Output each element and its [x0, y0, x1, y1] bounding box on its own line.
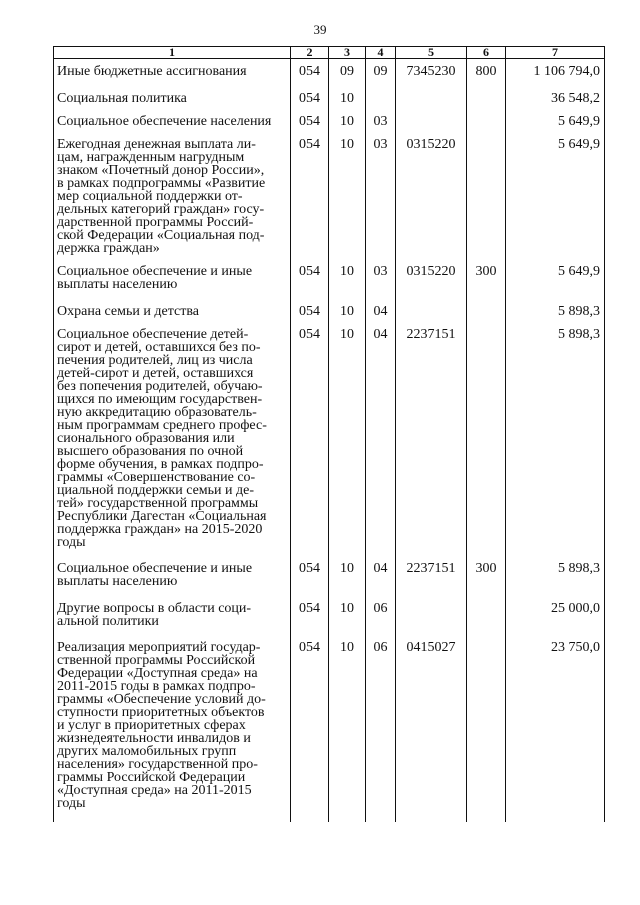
code-cell: 04 [366, 562, 396, 588]
code-cell [467, 305, 506, 318]
table-row [54, 138, 605, 255]
code-cell: 054 [291, 138, 329, 255]
item-name-cell [54, 65, 291, 78]
page-number: 39 [313, 22, 327, 37]
item-name-cell [54, 641, 291, 810]
item-name-cell [54, 92, 291, 105]
code-cell: 2237151 [396, 562, 467, 588]
table-body [54, 59, 605, 823]
item-name-cell [54, 328, 291, 549]
row-spacer [54, 78, 605, 92]
code-cell [467, 328, 506, 549]
code-cell [396, 92, 467, 105]
item-name: Ежегодная денежная выплата ли- цам, награжденным нагрудным знаком «Почетный донор России», в рамках подпрограммы «Развитие мер социальной поддержки от- дельных категорий граждан» госу- дарственной программы Россий- ской Федерации «Социальная под- держка граждан» [57, 137, 266, 256]
code-cell: 054 [291, 115, 329, 128]
code-cell: 10 [329, 602, 366, 628]
code-cell [467, 641, 506, 810]
item-name: Реализация мероприятий государ- ственной программы Российской Федерации «Доступная среда» на 2011-2015 годы в рамках подпро- граммы «Обеспечение условий до- ступности приоритетных объектов и услуг в приоритетных сферах жизнедеятельности инвалидов и других маломобильных групп населения» государственной про- граммы Российской Федерации «Доступная среда» на 2011-2015 годы [57, 640, 266, 811]
code-cell: 10 [329, 265, 366, 291]
code-cell: 10 [329, 641, 366, 810]
header-row [54, 47, 605, 59]
code-cell: 054 [291, 265, 329, 291]
table-row [54, 305, 605, 318]
item-name-cell [54, 138, 291, 255]
code-cell: 09 [329, 65, 366, 78]
table-row [54, 65, 605, 78]
code-cell: 09 [366, 65, 396, 78]
code-cell: 2237151 [396, 328, 467, 549]
table-row [54, 641, 605, 810]
code-cell: 10 [329, 92, 366, 105]
table-row [54, 115, 605, 128]
code-cell: 0415027 [396, 641, 467, 810]
code-cell: 054 [291, 328, 329, 549]
amount-cell: 36 548,2 [506, 92, 605, 105]
row-spacer [54, 588, 605, 602]
code-cell [396, 305, 467, 318]
code-cell: 03 [366, 265, 396, 291]
item-name-cell [54, 305, 291, 318]
code-cell: 04 [366, 328, 396, 549]
amount-cell: 5 649,9 [506, 265, 605, 291]
column-header: 2 [291, 47, 329, 59]
item-name-cell [54, 115, 291, 128]
code-cell: 06 [366, 641, 396, 810]
code-cell [467, 602, 506, 628]
budget-table [53, 46, 605, 822]
code-cell [467, 115, 506, 128]
column-header: 7 [506, 47, 605, 59]
code-cell: 054 [291, 641, 329, 810]
table-row [54, 328, 605, 549]
code-cell: 300 [467, 265, 506, 291]
table-row [54, 265, 605, 291]
code-cell: 03 [366, 115, 396, 128]
column-header: 1 [54, 47, 291, 59]
code-cell: 10 [329, 328, 366, 549]
code-cell: 054 [291, 305, 329, 318]
code-cell: 03 [366, 138, 396, 255]
code-cell: 0315220 [396, 265, 467, 291]
code-cell [467, 138, 506, 255]
code-cell: 7345230 [396, 65, 467, 78]
code-cell: 300 [467, 562, 506, 588]
table-row [54, 602, 605, 628]
amount-cell: 5 649,9 [506, 138, 605, 255]
row-spacer [54, 291, 605, 305]
column-header: 6 [467, 47, 506, 59]
code-cell: 800 [467, 65, 506, 78]
item-name: Социальное обеспечение и иные выплаты населению [57, 561, 253, 589]
item-name: Социальное обеспечение населения [57, 114, 272, 129]
item-name: Социальная политика [57, 91, 187, 106]
item-name-cell [54, 602, 291, 628]
column-header: 5 [396, 47, 467, 59]
amount-cell: 25 000,0 [506, 602, 605, 628]
amount-cell: 5 898,3 [506, 328, 605, 549]
code-cell [396, 602, 467, 628]
code-cell [467, 92, 506, 105]
table-row [54, 92, 605, 105]
table-row [54, 562, 605, 588]
code-cell: 054 [291, 562, 329, 588]
amount-cell: 5 898,3 [506, 562, 605, 588]
code-cell: 10 [329, 305, 366, 318]
item-name: Другие вопросы в области соци- альной политики [57, 601, 252, 629]
item-name-cell [54, 562, 291, 588]
code-cell: 04 [366, 305, 396, 318]
code-cell [396, 115, 467, 128]
amount-cell: 5 898,3 [506, 305, 605, 318]
code-cell: 054 [291, 92, 329, 105]
code-cell: 10 [329, 562, 366, 588]
item-name-cell [54, 265, 291, 291]
code-cell [366, 92, 396, 105]
code-cell: 054 [291, 602, 329, 628]
row-spacer [54, 810, 605, 822]
code-cell: 054 [291, 65, 329, 78]
amount-cell: 23 750,0 [506, 641, 605, 810]
code-cell: 0315220 [396, 138, 467, 255]
item-name: Иные бюджетные ассигнования [57, 64, 247, 79]
amount-cell: 1 106 794,0 [506, 65, 605, 78]
code-cell: 10 [329, 138, 366, 255]
item-name: Социальное обеспечение и иные выплаты населению [57, 264, 253, 292]
code-cell: 06 [366, 602, 396, 628]
code-cell: 10 [329, 115, 366, 128]
column-header: 4 [366, 47, 396, 59]
amount-cell: 5 649,9 [506, 115, 605, 128]
item-name: Социальное обеспечение детей- сирот и детей, оставшихся без по- печения родителей, лиц из числа детей-сирот и детей, оставшихся без попечения родителей, обучаю- щихся по имеющим государствен- ную аккредитацию образователь- ным программам среднего профес- сионального образования или высшего образования по очной форме обучения, в рамках подпро- граммы «Совершенствование со- циальной поддержки семьи и де- тей» государственной программы Республики Дагестан «Социальная поддержка граждан» на 2015-2020 годы [57, 327, 267, 550]
column-header: 3 [329, 47, 366, 59]
item-name: Охрана семьи и детства [57, 304, 199, 319]
